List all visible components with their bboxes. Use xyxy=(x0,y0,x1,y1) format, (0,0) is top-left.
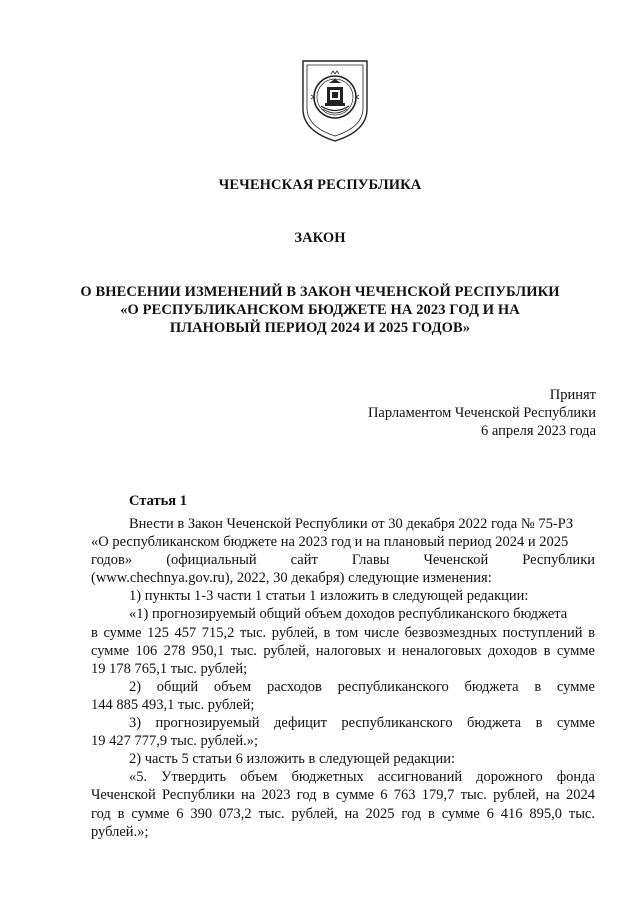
adoption-line: Принят xyxy=(549,387,596,403)
law-title-line: «О РЕСПУБЛИКАНСКОМ БЮДЖЕТЕ НА 2023 ГОД И НА xyxy=(120,302,520,318)
text-line: 19 178 765,1 тыс. рублей; xyxy=(91,660,248,677)
article-body xyxy=(91,492,595,841)
adoption-date: 6 апреля 2023 года xyxy=(481,423,596,439)
article-heading: Статья 1 xyxy=(129,493,187,509)
text-line: рублей.»; xyxy=(91,823,149,840)
text-line: Чеченской Республики на 2023 год в сумме 6 763 179,7 тыс. рублей, на 2024 xyxy=(91,787,595,804)
text-line: сумме 106 278 950,1 тыс. рублей, налоговых и неналоговых доходов в сумме xyxy=(91,642,595,659)
text-line: 19 427 777,9 тыс. рублей.»; xyxy=(91,733,258,750)
text-line: 1) пункты 1-3 части 1 статьи 1 изложить в следующей редакции: xyxy=(129,588,529,605)
document-type-heading: ЗАКОН xyxy=(294,230,346,246)
text-line: в сумме 125 457 715,2 тыс. рублей, в том числе безвозмездных поступлений в xyxy=(91,624,595,641)
text-line: годов» (официальный сайт Главы Чеченской Республики xyxy=(91,552,595,569)
coat-of-arms-icon xyxy=(299,57,371,143)
adoption-line: Парламентом Чеченской Республики xyxy=(367,405,596,421)
text-line: 3) прогнозируемый дефицит республиканского бюджета в сумме xyxy=(129,715,595,732)
text-line: 144 885 493,1 тыс. рублей; xyxy=(91,696,255,713)
text-line: «5. Утвердить объем бюджетных ассигнований дорожного фонда xyxy=(129,769,595,786)
text-line: Внести в Закон Чеченской Республики от 30 декабря 2022 года № 75-РЗ xyxy=(129,516,574,532)
adoption-block xyxy=(368,386,596,440)
text-line: (www.chechnya.gov.ru), 2022, 30 декабря) следующие изменения: xyxy=(91,570,492,587)
law-title-line: О ВНЕСЕНИИ ИЗМЕНЕНИЙ В ЗАКОН ЧЕЧЕНСКОЙ РЕСПУБЛИКИ xyxy=(80,284,560,300)
republic-heading: ЧЕЧЕНСКАЯ РЕСПУБЛИКА xyxy=(218,177,422,193)
text-line: 2) часть 5 статьи 6 изложить в следующей редакции: xyxy=(129,751,455,768)
text-line: «О республиканском бюджете на 2023 год и на плановый период 2024 и 2025 xyxy=(91,534,569,551)
text-line: «1) прогнозируемый общий объем доходов республиканского бюджета xyxy=(129,606,568,623)
text-line: год в сумме 6 390 073,2 тыс. рублей, на 2025 год в сумме 6 416 895,0 тыс. xyxy=(91,805,595,822)
law-title xyxy=(0,283,640,337)
text-line: 2) общий объем расходов республиканского бюджета в сумме xyxy=(129,678,595,695)
law-title-line: ПЛАНОВЫЙ ПЕРИОД 2024 И 2025 ГОДОВ» xyxy=(169,320,471,336)
